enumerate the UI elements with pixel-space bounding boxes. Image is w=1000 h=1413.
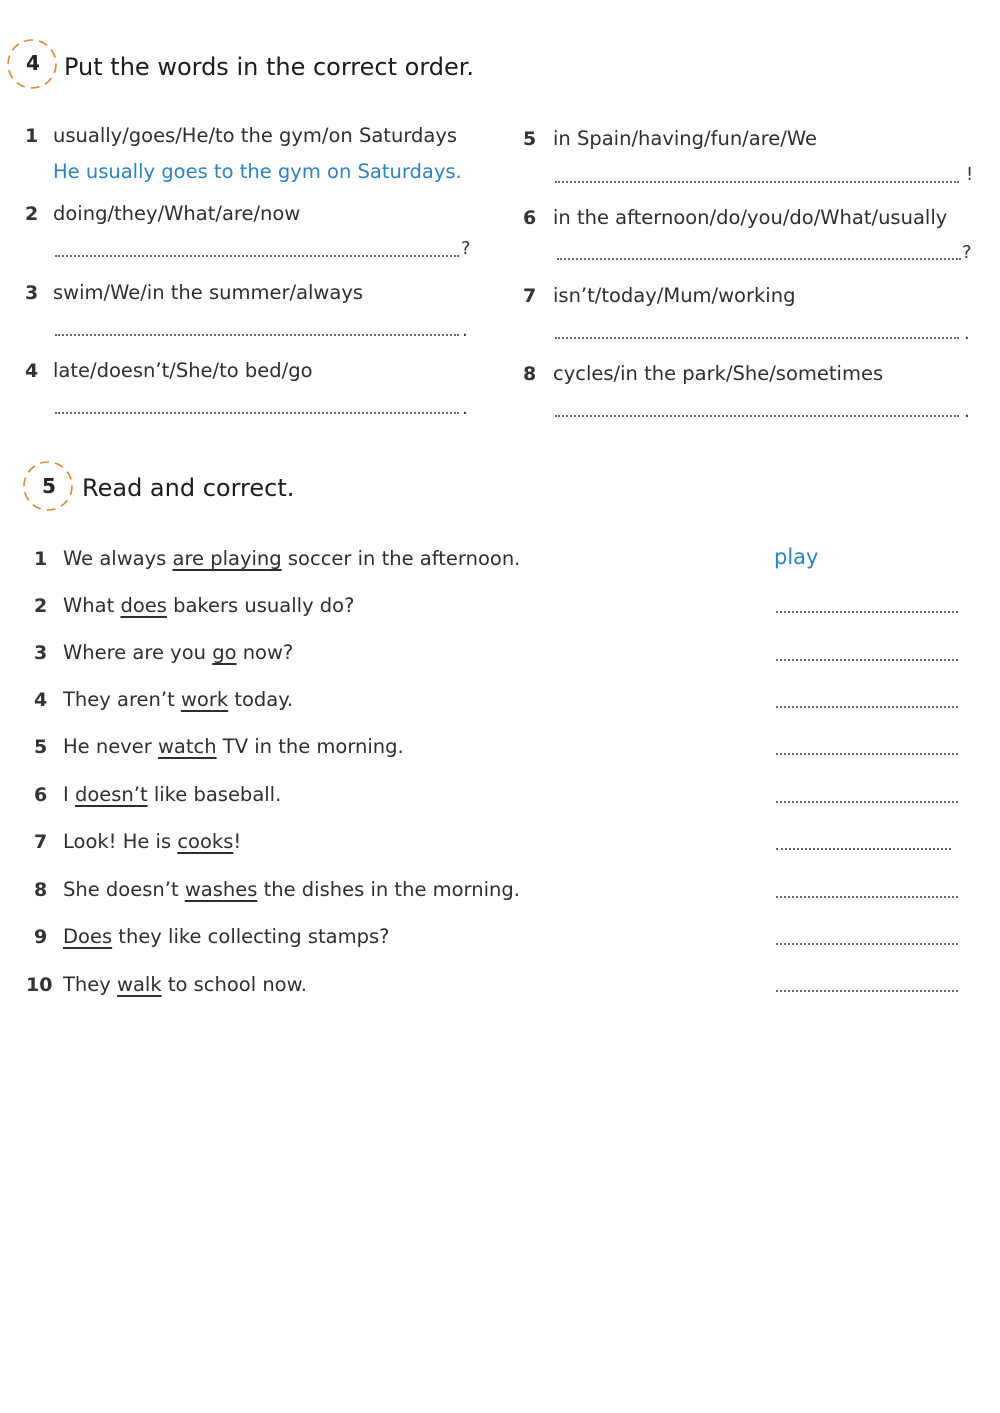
exercise-4-title: Put the words in the correct order. (64, 53, 475, 81)
ex5-item-2-sentence: What does bakers usually do? (63, 594, 355, 617)
ex5-item-2-answer-line[interactable] (776, 611, 958, 613)
ex4-item-7-prompt: isn’t/today/Mum/working (553, 284, 796, 307)
ex4-item-2-end-punctuation: ? (461, 238, 471, 259)
ex5-item-3-number: 3 (34, 642, 48, 664)
ex4-item-7-number: 7 (523, 285, 537, 307)
ex4-item-1-answer[interactable]: He usually goes to the gym on Saturdays. (53, 160, 462, 183)
ex5-item-5-sentence: He never watch TV in the morning. (63, 735, 404, 758)
ex4-item-3-end-punctuation: . (462, 320, 468, 341)
ex5-item-1-error: are playing (172, 547, 282, 570)
ex4-item-5-answer-line[interactable] (555, 181, 959, 183)
ex5-item-7-sentence: Look! He is cooks! (63, 830, 242, 853)
ex4-item-2-answer-line[interactable] (55, 255, 459, 257)
ex5-item-3-error: go (212, 641, 237, 664)
ex4-item-4-end-punctuation: . (462, 398, 468, 419)
ex4-item-4-answer-line[interactable] (55, 412, 459, 414)
ex5-item-8-error: washes (184, 878, 258, 901)
ex5-item-8-number: 8 (34, 879, 48, 901)
ex4-item-5-number: 5 (523, 128, 537, 150)
ex5-item-9-sentence: Does they like collecting stamps? (63, 925, 390, 948)
ex4-item-1-prompt: usually/goes/He/to the gym/on Saturdays (53, 124, 458, 147)
ex5-item-4-answer-line[interactable] (776, 706, 958, 708)
ex5-item-10-error: walk (117, 973, 162, 996)
ex4-item-7-answer-line[interactable] (555, 337, 959, 339)
ex5-item-1-answer[interactable]: play (774, 545, 819, 569)
ex4-item-8-answer-line[interactable] (555, 415, 959, 417)
ex5-item-10-answer-line[interactable] (776, 990, 958, 992)
ex5-item-3-sentence: Where are you go now? (63, 641, 294, 664)
ex4-item-6-number: 6 (523, 207, 537, 229)
ex5-item-1-sentence: We always are playing soccer in the afternoon. (63, 547, 521, 570)
ex4-item-5-prompt: in Spain/having/fun/are/We (553, 127, 817, 150)
ex4-item-8-number: 8 (523, 363, 537, 385)
ex5-item-5-number: 5 (34, 736, 48, 758)
ex5-item-6-number: 6 (34, 784, 48, 806)
ex4-item-6-prompt: in the afternoon/do/you/do/What/usually (553, 206, 948, 229)
ex5-item-4-sentence: They aren’t work today. (63, 688, 294, 711)
ex4-item-3-prompt: swim/We/in the summer/always (53, 281, 364, 304)
ex4-item-3-answer-line[interactable] (55, 334, 459, 336)
ex4-item-2-prompt: doing/they/What/are/now (53, 202, 301, 225)
ex5-item-6-answer-line[interactable] (776, 801, 958, 803)
ex5-item-4-error: work (180, 688, 229, 711)
ex5-item-10-sentence: They walk to school now. (63, 973, 307, 996)
ex5-item-7-answer-line[interactable] (776, 848, 951, 850)
ex4-item-3-number: 3 (25, 282, 39, 304)
ex5-item-5-error: watch (157, 735, 217, 758)
ex4-item-2-number: 2 (25, 203, 39, 225)
exercise-5-number: 5 (42, 474, 56, 498)
ex4-item-8-end-punctuation: . (964, 401, 970, 422)
ex5-item-1-number: 1 (34, 548, 48, 570)
ex5-item-2-error: does (120, 594, 167, 617)
exercise-4-number: 4 (26, 51, 40, 75)
ex5-item-7-number: 7 (34, 831, 48, 853)
ex5-item-6-error: doesn’t (74, 783, 148, 806)
ex4-item-7-end-punctuation: . (964, 323, 970, 344)
ex4-item-8-prompt: cycles/in the park/She/sometimes (553, 362, 884, 385)
ex5-item-7-error: cooks (177, 830, 234, 853)
ex5-item-6-sentence: I doesn’t like baseball. (63, 783, 282, 806)
ex5-item-8-sentence: She doesn’t washes the dishes in the morning. (63, 878, 520, 901)
ex5-item-2-number: 2 (34, 595, 48, 617)
ex5-item-10-number: 10 (26, 974, 53, 996)
ex4-item-6-end-punctuation: ? (962, 242, 972, 263)
ex5-item-8-answer-line[interactable] (776, 896, 958, 898)
exercise-5-title: Read and correct. (82, 474, 295, 502)
ex4-item-4-prompt: late/doesn’t/She/to bed/go (53, 359, 313, 382)
ex4-item-5-end-punctuation: ! (966, 164, 974, 185)
ex5-item-9-answer-line[interactable] (776, 943, 958, 945)
ex4-item-6-answer-line[interactable] (557, 258, 961, 260)
ex5-item-9-number: 9 (34, 926, 48, 948)
ex5-item-9-error: Does (63, 925, 113, 948)
ex4-item-1-number: 1 (25, 125, 39, 147)
ex5-item-4-number: 4 (34, 689, 48, 711)
ex5-item-3-answer-line[interactable] (776, 659, 958, 661)
ex5-item-5-answer-line[interactable] (776, 753, 958, 755)
ex4-item-4-number: 4 (25, 360, 39, 382)
